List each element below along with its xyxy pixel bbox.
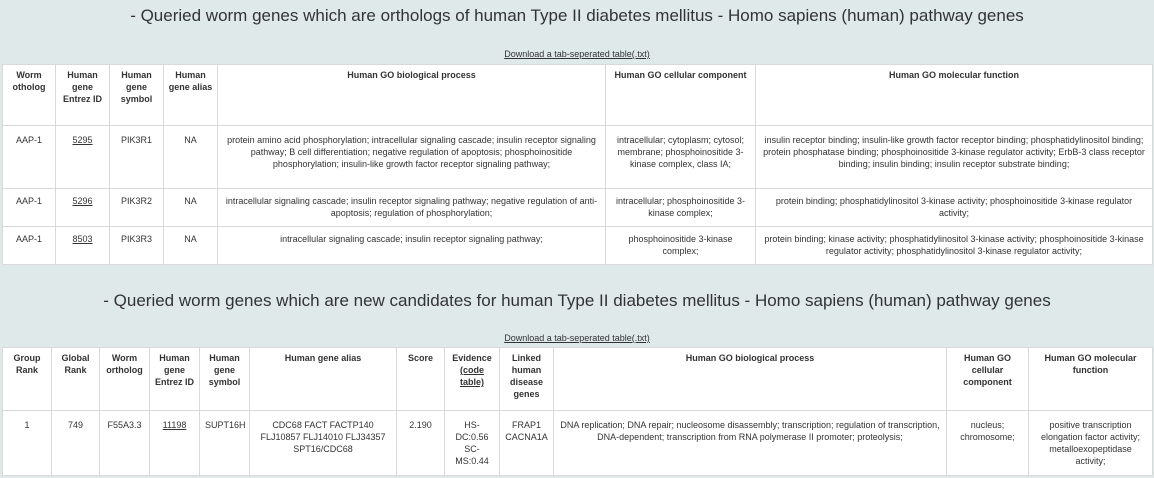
- cell-cell: nucleus; chromosome;: [947, 411, 1029, 476]
- cell-symbol: PIK3R2: [110, 189, 164, 227]
- cell-entrez-link[interactable]: [150, 411, 200, 476]
- col-worm-ortholog: Worm ortholog: [100, 348, 150, 411]
- table-header-row: [3, 65, 1153, 126]
- col-gene-symbol: Human gene symbol: [200, 348, 250, 411]
- evidence-label: Evidence: [452, 353, 492, 363]
- table-row: [3, 411, 1153, 476]
- entrez-link[interactable]: 8503: [72, 234, 93, 244]
- cell-entrez-link[interactable]: [56, 227, 110, 265]
- cell-symbol: PIK3R1: [110, 126, 164, 189]
- table-row: [3, 227, 1153, 265]
- col-go-biological: Human GO biological process: [218, 65, 606, 126]
- cell-alias: NA: [164, 189, 218, 227]
- cell-bio: DNA replication; DNA repair; nucleosome disassembly; transcription; regulation of transcription, DNA-dependent; transcription from RNA polymerase II promoter; proteolysis;: [554, 411, 947, 476]
- col-worm-ortholog: Worm otholog: [3, 65, 56, 126]
- cell-bio: intracellular signaling cascade; insulin receptor signaling pathway;: [218, 227, 606, 265]
- col-group-rank: Group Rank: [3, 348, 52, 411]
- col-global-rank: Global Rank: [52, 348, 100, 411]
- section2-download-link[interactable]: Download a tab-seperated table(.txt): [504, 333, 650, 343]
- code-table-link[interactable]: (code table): [459, 365, 484, 387]
- col-gene-alias: Human gene alias: [164, 65, 218, 126]
- col-go-cellular: Human GO cellular component: [947, 348, 1029, 411]
- cell-bio: protein amino acid phosphorylation; intracellular signaling cascade; insulin receptor signaling pathway; B cell differentiation; negative regulation of apoptosis; phosphoinositide phosphorylation; insulin-like growth factor receptor signaling pathway;: [218, 126, 606, 189]
- section2-title: - Queried worm genes which are new candidates for human Type II diabetes mellitus - Homo sapiens (human) pathway genes: [103, 291, 1051, 310]
- cell-worm: F55A3.3: [100, 411, 150, 476]
- section1-download-link[interactable]: Download a tab-seperated table(.txt): [504, 49, 650, 59]
- col-go-molecular: Human GO molecular function: [756, 65, 1153, 126]
- cell-group-rank: 1: [3, 411, 52, 476]
- cell-mol: protein binding; kinase activity; phosphatidylinositol 3-kinase activity; phosphoinositide 3-kinase regulator activity; phosphatidylinositol 3-kinase regulator activity;: [756, 227, 1153, 265]
- col-gene-symbol: Human gene symbol: [110, 65, 164, 126]
- candidates-table: [2, 347, 1153, 476]
- col-go-molecular: Human GO molecular function: [1029, 348, 1153, 411]
- cell-evidence: HS-DC:0.56 SC-MS:0.44: [445, 411, 500, 476]
- cell-entrez-link[interactable]: [56, 126, 110, 189]
- col-gene-alias: Human gene alias: [250, 348, 397, 411]
- table-row: [3, 189, 1153, 227]
- cell-global-rank: 749: [52, 411, 100, 476]
- orthologs-table: [2, 64, 1153, 265]
- col-disease-genes: Linked human disease genes: [500, 348, 554, 411]
- cell-cell: intracellular; phosphoinositide 3-kinase complex;: [606, 189, 756, 227]
- col-score: Score: [397, 348, 445, 411]
- cell-score: 2.190: [397, 411, 445, 476]
- orthologs-table-container: [2, 64, 1152, 265]
- col-go-biological: Human GO biological process: [554, 348, 947, 411]
- section1-title: - Queried worm genes which are orthologs of human Type II diabetes mellitus - Homo sapiens (human) pathway genes: [130, 6, 1024, 25]
- candidates-table-container: [2, 347, 1152, 476]
- cell-worm: AAP-1: [3, 189, 56, 227]
- cell-symbol: PIK3R3: [110, 227, 164, 265]
- cell-worm: AAP-1: [3, 227, 56, 265]
- cell-mol: protein binding; phosphatidylinositol 3-kinase activity; phosphoinositide 3-kinase regulator activity;: [756, 189, 1153, 227]
- cell-entrez-link[interactable]: [56, 189, 110, 227]
- col-evidence: [445, 348, 500, 411]
- col-entrez-id: Human gene Entrez ID: [150, 348, 200, 411]
- entrez-link[interactable]: 5295: [72, 135, 93, 145]
- cell-alias: NA: [164, 227, 218, 265]
- cell-cell: phosphoinositide 3-kinase complex;: [606, 227, 756, 265]
- cell-mol: positive transcription elongation factor activity; metalloexopeptidase activity;: [1029, 411, 1153, 476]
- cell-cell: intracellular; cytoplasm; cytosol; membrane; phosphoinositide 3-kinase complex, class IA;: [606, 126, 756, 189]
- cell-bio: intracellular signaling cascade; insulin receptor signaling pathway; negative regulation of anti-apoptosis; regulation of phosphorylation;: [218, 189, 606, 227]
- cell-symbol: SUPT16H: [200, 411, 250, 476]
- col-go-cellular: Human GO cellular component: [606, 65, 756, 126]
- cell-alias: CDC68 FACT FACTP140 FLJ10857 FLJ14010 FLJ34357 SPT16/CDC68: [250, 411, 397, 476]
- table-header-row: [3, 348, 1153, 411]
- cell-disease-genes: FRAP1 CACNA1A: [500, 411, 554, 476]
- cell-worm: AAP-1: [3, 126, 56, 189]
- cell-alias: NA: [164, 126, 218, 189]
- entrez-link[interactable]: 5296: [72, 196, 93, 206]
- cell-mol: insulin receptor binding; insulin-like growth factor receptor binding; phosphatidylinositol binding; protein phosphatase binding; phosphoinositide 3-kinase regulator activity; ErbB-3 class receptor binding; insulin binding; insulin receptor substrate binding;: [756, 126, 1153, 189]
- entrez-link[interactable]: 11198: [162, 420, 187, 430]
- col-entrez-id: Human gene Entrez ID: [56, 65, 110, 126]
- table-row: [3, 126, 1153, 189]
